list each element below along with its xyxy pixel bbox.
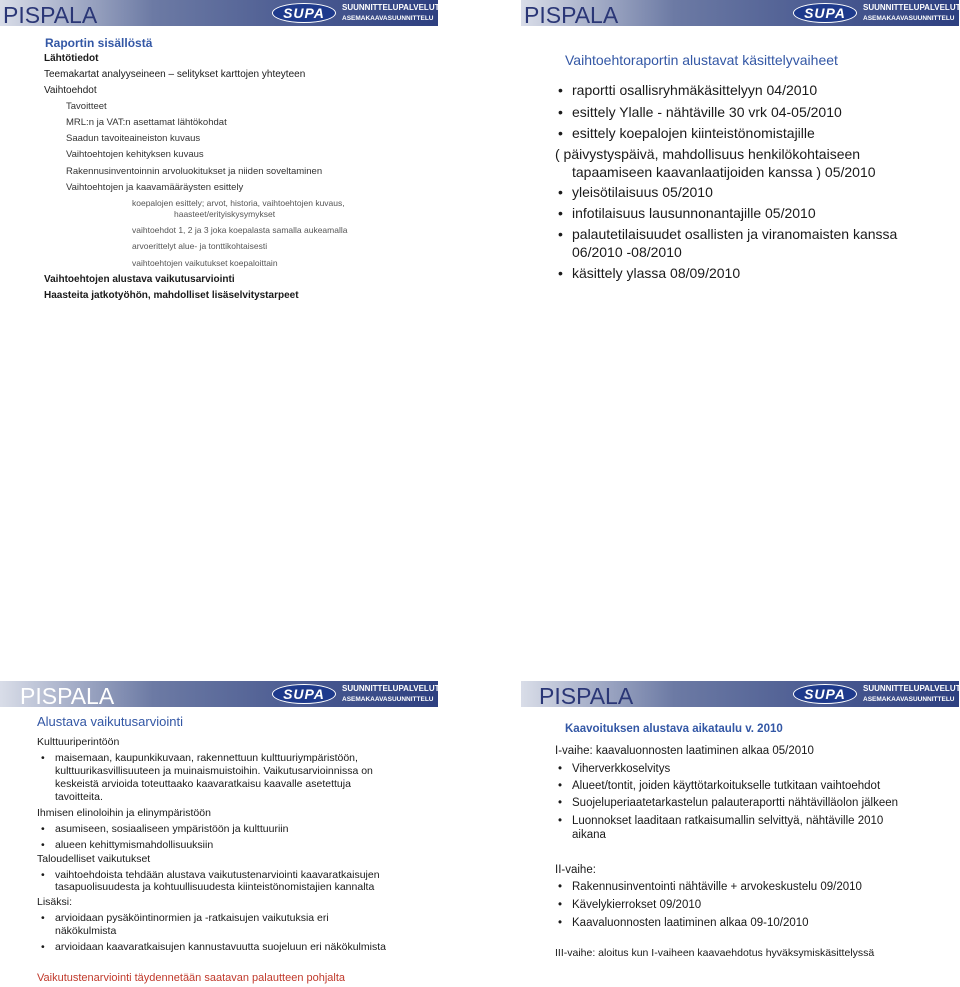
list-item: haasteet/erityiskysymykset (174, 209, 276, 219)
list-item: Vaihtoehtojen ja kaavamääräysten esittely (66, 182, 244, 193)
slide-heading: Alustava vaikutusarviointi (37, 714, 183, 729)
list-item: • palautetilaisuudet osallisten ja viranomaisten kanssa (572, 226, 897, 242)
list-item: Tavoitteet (66, 101, 107, 112)
list-item: keskeistä arvioida toteuttaako kaavaratkaisu kaavalle asetettuja (55, 778, 351, 790)
list-item: • raportti osallisryhmäkäsittelyyn 04/2010 (572, 82, 817, 98)
list-item: Rakennusinventoinnin arvoluokitukset ja niiden soveltaminen (66, 166, 323, 177)
supa-logo-icon: SUPA (272, 684, 336, 704)
supa-logo-icon: SUPA (272, 3, 336, 23)
header-line1: SUUNNITTELUPALVELUT (863, 684, 960, 693)
slide-heading: Kaavoituksen alustava aikataulu v. 2010 (565, 723, 783, 735)
list-item: näkökulmista (55, 925, 117, 937)
list-item: • arvioidaan pysäköintinormien ja -ratkaisujen vaikutuksia eri (55, 912, 329, 924)
list-item: • vaihtoehdoista tehdään alustava vaikutustenarviointi kaavaratkaisujen (55, 869, 380, 881)
list-item: • Suojeluperiaatetarkastelun palauteraportti nähtävilläolon jälkeen (572, 797, 898, 809)
slide-heading: Vaihtoehtoraportin alustavat käsittelyvaiheet (565, 52, 838, 68)
header-line2: ASEMAKAAVASUUNNITTELU (342, 15, 434, 22)
list-item: arvoerittelyt alue- ja tonttikohtaisesti (132, 241, 268, 251)
slide-header (521, 681, 959, 707)
slide-footer-note: Vaikutustenarviointi täydennetään saatavan palautteen pohjalta (37, 972, 346, 984)
header-line1: SUUNNITTELUPALVELUT (342, 3, 440, 12)
header-title: PISPALA (524, 2, 619, 28)
list-item: Vaihtoehtojen kehityksen kuvaus (66, 149, 204, 160)
list-item: • Alueet/tontit, joiden käyttötarkoitukselle tutkitaan vaihtoehdot (572, 780, 880, 792)
list-item: • esittely Ylalle - nähtäville 30 vrk 04-05/2010 (572, 104, 842, 120)
list-item: Lisäksi: (37, 896, 73, 908)
header-line2: ASEMAKAAVASUUNNITTELU (863, 696, 955, 703)
header-line2: ASEMAKAAVASUUNNITTELU (342, 696, 434, 703)
list-item: II-vaihe: (555, 864, 596, 876)
list-item: Saadun tavoiteaineiston kuvaus (66, 133, 201, 144)
slide-schedule (521, 681, 959, 987)
list-item: • Kävelykierrokset 09/2010 (572, 899, 701, 911)
list-item: Vaihtoehdot (44, 85, 97, 96)
list-item: MRL:n ja VAT:n asettamat lähtökohdat (66, 117, 227, 128)
slide-impact-assessment (0, 681, 438, 987)
list-item: 06/2010 -08/2010 (572, 244, 682, 260)
list-item: Ihmisen elinoloihin ja elinympäristöön (37, 807, 211, 819)
header-title: PISPALA (539, 683, 634, 709)
list-item: • arvioidaan kaavaratkaisujen kannustavuutta suojeluun eri näkökulmista (55, 941, 386, 953)
supa-logo-icon: SUPA (793, 3, 857, 23)
list-item: • alueen kehittymismahdollisuuksiin (55, 839, 213, 851)
list-item: • infotilaisuus lausunnonantajille 05/2010 (572, 205, 816, 221)
list-item: tasapuolisuudesta ja kohtuullisuudesta kiinteistönomistajien kannalta (55, 881, 375, 893)
list-item: • Kaavaluonnosten laatiminen alkaa 09-10/2010 (572, 917, 809, 929)
list-item: tavoitteita. (55, 791, 103, 803)
slide-heading: Raportin sisällöstä (45, 36, 153, 50)
list-item: koepalojen esittely; arvot, historia, vaihtoehtojen kuvaus, (132, 198, 345, 208)
list-item: • esittely koepalojen kiinteistönomistajille (572, 125, 815, 141)
list-item: • Luonnokset laaditaan ratkaisumallin selvittyä, nähtäville 2010 (572, 815, 883, 827)
list-item: Vaihtoehtojen alustava vaikutusarviointi (44, 274, 235, 285)
list-item: • Viherverkkoselvitys (572, 763, 670, 775)
list-item: vaihtoehtojen vaikutukset koepaloittain (132, 258, 278, 268)
list-item: III-vaihe: aloitus kun I-vaiheen kaavaehdotus hyväksymiskäsittelyssä (555, 947, 875, 959)
list-item: • maisemaan, kaupunkikuvaan, rakennettuun kulttuuriympäristöön, (55, 752, 358, 764)
list-item: Lähtötiedot (44, 53, 99, 64)
list-item: ( päivystyspäivä, mahdollisuus henkilökohtaiseen (555, 146, 861, 162)
header-line2: ASEMAKAAVASUUNNITTELU (863, 15, 955, 22)
supa-logo-icon: SUPA (793, 684, 857, 704)
slide-report-contents (0, 0, 438, 330)
list-item: kulttuurikasvillisuuteen ja muinaismuistoihin. Vaikutusarvioinnissa on (55, 765, 373, 777)
list-item: Haasteita jatkotyöhön, mahdolliset lisäselvitystarpeet (44, 290, 299, 301)
list-item: • yleisötilaisuus 05/2010 (572, 184, 713, 200)
list-item: • asumiseen, sosiaaliseen ympäristöön ja kulttuuriin (55, 823, 288, 835)
list-item: Teemakartat analyyseineen – selitykset karttojen yhteyteen (44, 69, 306, 80)
header-title: PISPALA (20, 683, 115, 709)
slide-header (521, 0, 959, 26)
header-title: PISPALA (3, 2, 98, 28)
list-item: tapaamiseen kaavanlaatijoiden kanssa ) 05/2010 (572, 164, 876, 180)
list-item: Taloudelliset vaikutukset (37, 853, 151, 865)
header-line1: SUUNNITTELUPALVELUT (342, 684, 440, 693)
slide-processing-phases (521, 0, 959, 330)
list-item: I-vaihe: kaavaluonnosten laatiminen alkaa 05/2010 (555, 745, 814, 757)
list-item: vaihtoehdot 1, 2 ja 3 joka koepalasta samalla aukeamalla (132, 225, 348, 235)
list-item: • käsittely ylassa 08/09/2010 (572, 265, 740, 281)
slide-header (0, 0, 438, 26)
header-line1: SUUNNITTELUPALVELUT (863, 3, 960, 12)
list-item: aikana (572, 829, 606, 841)
slide-header (0, 681, 438, 707)
list-item: • Rakennusinventointi nähtäville + arvokeskustelu 09/2010 (572, 881, 862, 893)
list-item: Kulttuuriperintöön (37, 736, 120, 748)
